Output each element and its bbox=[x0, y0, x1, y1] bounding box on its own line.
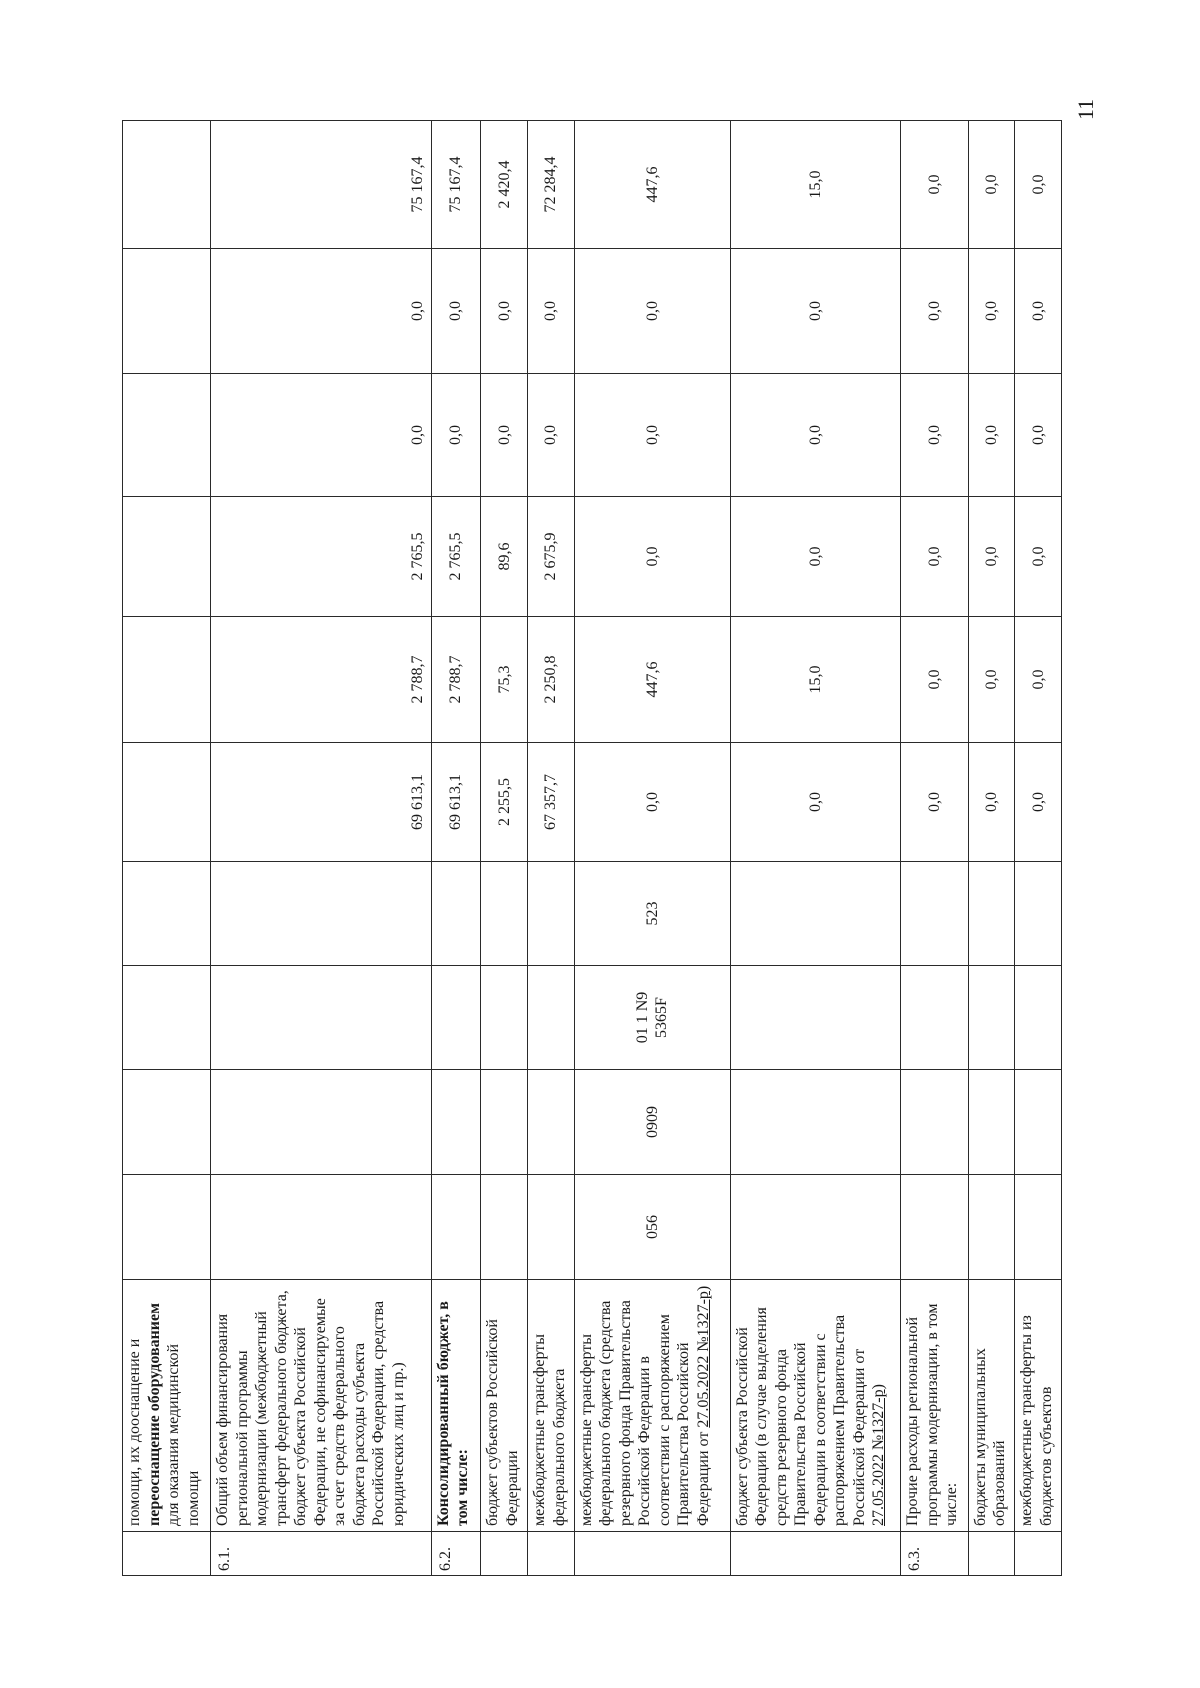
cell-v5: 0,0 bbox=[528, 249, 575, 374]
row-name-part: для оказания медицинской помощи bbox=[165, 1343, 202, 1526]
cell-v3: 2 765,5 bbox=[211, 497, 432, 617]
row-name bbox=[574, 1280, 730, 1532]
row-number: 6.2. bbox=[431, 1532, 481, 1576]
cell-code4: 523 bbox=[574, 862, 730, 966]
cell-code4 bbox=[968, 862, 1015, 966]
cell-v4: 0,0 bbox=[211, 374, 432, 497]
cell-v2: 0,0 bbox=[968, 617, 1015, 743]
cell-v3: 2 765,5 bbox=[431, 497, 481, 617]
cell-v2: 2 788,7 bbox=[431, 617, 481, 743]
cell-v5 bbox=[123, 249, 211, 374]
cell-v3 bbox=[123, 497, 211, 617]
row-name-part: бюджет субъектов Российской Федерации bbox=[484, 1319, 521, 1526]
row-number bbox=[481, 1532, 528, 1576]
cell-v1: 2 255,5 bbox=[481, 743, 528, 862]
cell-code3 bbox=[481, 966, 528, 1070]
row-name-part: Консолидированный бюджет, bbox=[434, 1313, 452, 1526]
cell-v1: 0,0 bbox=[574, 743, 730, 862]
cell-v6: 447,6 bbox=[574, 121, 730, 249]
cell-code1 bbox=[968, 1175, 1015, 1280]
table-row bbox=[901, 121, 968, 1576]
cell-v6 bbox=[123, 121, 211, 249]
cell-code4 bbox=[730, 862, 901, 966]
row-name bbox=[123, 1280, 211, 1532]
row-name-part: переоснащение оборудованием bbox=[145, 1302, 163, 1526]
cell-v5: 0,0 bbox=[211, 249, 432, 374]
cell-v3: 0,0 bbox=[574, 497, 730, 617]
row-name-part: помощи, их дооснащение и bbox=[126, 1338, 143, 1526]
cell-code1 bbox=[123, 1175, 211, 1280]
cell-code1 bbox=[730, 1175, 901, 1280]
cell-v2 bbox=[123, 617, 211, 743]
cell-v2: 75,3 bbox=[481, 617, 528, 743]
cell-v1 bbox=[123, 743, 211, 862]
cell-v6: 0,0 bbox=[901, 121, 968, 249]
cell-v2: 447,6 bbox=[574, 617, 730, 743]
cell-code3 bbox=[123, 966, 211, 1070]
cell-code2: 0909 bbox=[574, 1070, 730, 1175]
cell-code1 bbox=[211, 1175, 432, 1280]
page-number: 11 bbox=[1073, 98, 1098, 120]
table-row bbox=[1015, 121, 1062, 1576]
table-body bbox=[123, 121, 1062, 1576]
cell-v5: 0,0 bbox=[901, 249, 968, 374]
row-number bbox=[528, 1532, 575, 1576]
table-row bbox=[431, 121, 481, 1576]
row-name bbox=[211, 1280, 432, 1532]
cell-v6: 75 167,4 bbox=[431, 121, 481, 249]
row-name bbox=[1015, 1280, 1062, 1532]
row-name bbox=[431, 1280, 481, 1532]
cell-v1: 69 613,1 bbox=[431, 743, 481, 862]
row-name bbox=[528, 1280, 575, 1532]
cell-code3 bbox=[1015, 966, 1062, 1070]
cell-code3 bbox=[528, 966, 575, 1070]
cell-code4 bbox=[481, 862, 528, 966]
cell-code3 bbox=[901, 966, 968, 1070]
table-row bbox=[211, 121, 432, 1576]
row-name-part: в том числе: bbox=[434, 1301, 472, 1526]
cell-v4: 0,0 bbox=[574, 374, 730, 497]
cell-code2 bbox=[1015, 1070, 1062, 1175]
table-row bbox=[481, 121, 528, 1576]
cell-code3 bbox=[431, 966, 481, 1070]
cell-code3 bbox=[730, 966, 901, 1070]
row-number bbox=[730, 1532, 901, 1576]
cell-code4 bbox=[431, 862, 481, 966]
row-name-part: Общий объем финансирования региональной программы модернизации (межбюджетный трансферт федерального бюджета, бюджет субъекта Российской Федерации, не софинансируемые за счет средств федерального бюджета расходы субъекта Российской Федерации, средства юридических лиц и пр.) bbox=[214, 1290, 407, 1526]
cell-code1: 056 bbox=[574, 1175, 730, 1280]
row-name-part: ) bbox=[694, 1285, 712, 1292]
cell-code4 bbox=[528, 862, 575, 966]
row-number bbox=[123, 1532, 211, 1576]
cell-code3: 01 1 N9 5365F bbox=[574, 966, 730, 1070]
cell-code1 bbox=[901, 1175, 968, 1280]
cell-v4: 0,0 bbox=[968, 374, 1015, 497]
cell-v4: 0,0 bbox=[431, 374, 481, 497]
cell-v4: 0,0 bbox=[730, 374, 901, 497]
row-name-part: ) bbox=[870, 1384, 888, 1390]
cell-v4: 0,0 bbox=[1015, 374, 1062, 497]
cell-v2: 15,0 bbox=[730, 617, 901, 743]
cell-code4 bbox=[211, 862, 432, 966]
cell-v3: 2 675,9 bbox=[528, 497, 575, 617]
cell-v3: 0,0 bbox=[1015, 497, 1062, 617]
table-row bbox=[528, 121, 575, 1576]
cell-code2 bbox=[730, 1070, 901, 1175]
rotated-document bbox=[122, 121, 1062, 1576]
cell-v5: 0,0 bbox=[968, 249, 1015, 374]
cell-code3 bbox=[211, 966, 432, 1070]
cell-code1 bbox=[431, 1175, 481, 1280]
cell-code4 bbox=[901, 862, 968, 966]
cell-v2: 0,0 bbox=[901, 617, 968, 743]
row-number: 6.1. bbox=[211, 1532, 432, 1576]
table-row bbox=[730, 121, 901, 1576]
cell-v1: 69 613,1 bbox=[211, 743, 432, 862]
cell-v5: 0,0 bbox=[574, 249, 730, 374]
cell-v6: 0,0 bbox=[1015, 121, 1062, 249]
cell-v4: 0,0 bbox=[901, 374, 968, 497]
row-number bbox=[968, 1532, 1015, 1576]
cell-code2 bbox=[431, 1070, 481, 1175]
cell-code2 bbox=[901, 1070, 968, 1175]
row-name bbox=[730, 1280, 901, 1532]
row-number: 6.3. bbox=[901, 1532, 968, 1576]
cell-v1: 0,0 bbox=[730, 743, 901, 862]
cell-code2 bbox=[123, 1070, 211, 1175]
row-name bbox=[901, 1280, 968, 1532]
cell-code2 bbox=[481, 1070, 528, 1175]
cell-code4 bbox=[123, 862, 211, 966]
budget-table bbox=[122, 120, 1062, 1576]
cell-code2 bbox=[968, 1070, 1015, 1175]
row-name-part: межбюджетные трансферты федерального бюджета bbox=[531, 1334, 568, 1526]
row-name-part: бюджет субъекта Российской Федерации (в случае выделения средств резервного фонда Правительства Российской Федерации в соответствии с распоряжением Правительства Российской Федерации от bbox=[733, 1307, 868, 1526]
cell-v5: 0,0 bbox=[481, 249, 528, 374]
cell-v1: 0,0 bbox=[1015, 743, 1062, 862]
cell-code1 bbox=[1015, 1175, 1062, 1280]
row-name-part: 27.05.2022 №1327-р bbox=[694, 1291, 712, 1428]
row-name bbox=[968, 1280, 1015, 1532]
table-row bbox=[968, 121, 1015, 1576]
cell-v5: 0,0 bbox=[730, 249, 901, 374]
cell-code4 bbox=[1015, 862, 1062, 966]
row-name-part: Прочие расходы региональной программы модернизации, в том числе: bbox=[904, 1303, 961, 1526]
cell-v4: 0,0 bbox=[528, 374, 575, 497]
row-name-part: межбюджетные трансферты федерального бюджета (средства резервного фонда Правительства Российской Федерации в соответствии с распоряжением Правительства Российской Федерации от bbox=[577, 1300, 712, 1526]
cell-code2 bbox=[211, 1070, 432, 1175]
cell-v6: 0,0 bbox=[968, 121, 1015, 249]
cell-v3: 0,0 bbox=[730, 497, 901, 617]
cell-v2: 2 250,8 bbox=[528, 617, 575, 743]
cell-v3: 0,0 bbox=[901, 497, 968, 617]
row-name-part: 27.05.2022 №1327-р bbox=[870, 1389, 888, 1526]
cell-v1: 67 357,7 bbox=[528, 743, 575, 862]
cell-v5: 0,0 bbox=[1015, 249, 1062, 374]
cell-v5: 0,0 bbox=[431, 249, 481, 374]
row-name-part: межбюджетные трансферты из бюджетов субъектов bbox=[1018, 1315, 1055, 1526]
row-name bbox=[481, 1280, 528, 1532]
table-row bbox=[574, 121, 730, 1576]
row-name-part: бюджеты муниципальных образований bbox=[971, 1348, 1009, 1526]
cell-v1: 0,0 bbox=[901, 743, 968, 862]
cell-v6: 15,0 bbox=[730, 121, 901, 249]
row-number bbox=[574, 1532, 730, 1576]
cell-v6: 75 167,4 bbox=[211, 121, 432, 249]
cell-code1 bbox=[528, 1175, 575, 1280]
cell-v3: 0,0 bbox=[968, 497, 1015, 617]
row-number bbox=[1015, 1532, 1062, 1576]
table-row bbox=[123, 121, 211, 1576]
cell-v1: 0,0 bbox=[968, 743, 1015, 862]
cell-v4 bbox=[123, 374, 211, 497]
cell-code3 bbox=[968, 966, 1015, 1070]
cell-v4: 0,0 bbox=[481, 374, 528, 497]
cell-v6: 72 284,4 bbox=[528, 121, 575, 249]
cell-v3: 89,6 bbox=[481, 497, 528, 617]
cell-v2: 0,0 bbox=[1015, 617, 1062, 743]
cell-v6: 2 420,4 bbox=[481, 121, 528, 249]
cell-v2: 2 788,7 bbox=[211, 617, 432, 743]
cell-code1 bbox=[481, 1175, 528, 1280]
cell-code2 bbox=[528, 1070, 575, 1175]
